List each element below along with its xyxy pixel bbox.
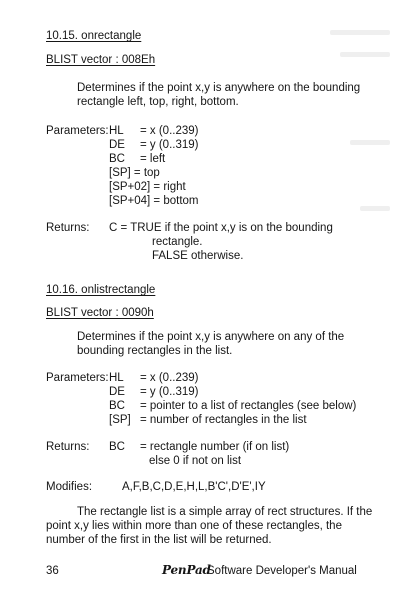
bleed-mark <box>360 206 390 211</box>
paragraph-line: number of the first in the list will be returned. <box>46 534 272 546</box>
param-description: = y (0..319) <box>140 139 199 151</box>
returns-register: BC <box>109 441 125 453</box>
footer-title: Software Developer's Manual <box>207 565 357 577</box>
vector-label: BLIST vector : 0090h <box>46 307 154 319</box>
penpad-logo: PenPad <box>162 563 211 577</box>
param-register: HL <box>109 372 124 384</box>
param-register: [SP] = top <box>109 167 160 179</box>
param-register: BC <box>109 400 125 412</box>
param-description: = x (0..239) <box>140 125 199 137</box>
section-heading: 10.16. onlistrectangle <box>46 284 156 296</box>
param-description: = pointer to a list of rectangles (see below) <box>140 400 357 412</box>
paragraph-line: point x,y lies within more than one of these rectangles, the <box>46 520 342 532</box>
returns-label: Returns: <box>46 222 90 234</box>
modifies-label: Modifies: <box>46 481 93 493</box>
section-heading: 10.15. onrectangle <box>46 30 142 42</box>
returns-line: else 0 if not on list <box>149 455 242 467</box>
param-register: DE <box>109 139 125 151</box>
description-line: Determines if the point x,y is anywhere on any of the <box>77 331 345 343</box>
param-register: [SP+02] = right <box>109 181 186 193</box>
returns-line: FALSE otherwise. <box>152 250 244 262</box>
returns-line: = rectangle number (if on list) <box>140 441 290 453</box>
param-register: HL <box>109 125 124 137</box>
param-description: = left <box>140 153 166 165</box>
description-line: bounding rectangles in the list. <box>77 345 233 357</box>
returns-line: C = TRUE if the point x,y is on the bounding <box>109 222 333 234</box>
description-line: Determines if the point x,y is anywhere on the bounding <box>77 82 361 94</box>
param-description: = x (0..239) <box>140 372 199 384</box>
bleed-mark <box>330 30 390 35</box>
description-line: rectangle left, top, right, bottom. <box>77 96 239 108</box>
param-register: BC <box>109 153 125 165</box>
page-number: 36 <box>46 565 59 577</box>
parameters-label: Parameters: <box>46 372 109 384</box>
param-description: = y (0..319) <box>140 386 199 398</box>
param-register: [SP+04] = bottom <box>109 195 199 207</box>
parameters-label: Parameters: <box>46 125 109 137</box>
paragraph-line: The rectangle list is a simple array of rect structures. If the <box>77 506 373 518</box>
param-register: DE <box>109 386 125 398</box>
modifies-registers: A,F,B,C,D,E,H,L,B'C',D'E',IY <box>122 481 266 493</box>
bleed-mark <box>350 140 390 145</box>
param-description: = number of rectangles in the list <box>140 414 307 426</box>
vector-label: BLIST vector : 008Eh <box>46 54 156 66</box>
returns-line: rectangle. <box>152 236 203 248</box>
returns-label: Returns: <box>46 441 90 453</box>
bleed-mark <box>340 52 390 57</box>
param-register: [SP] <box>109 414 131 426</box>
